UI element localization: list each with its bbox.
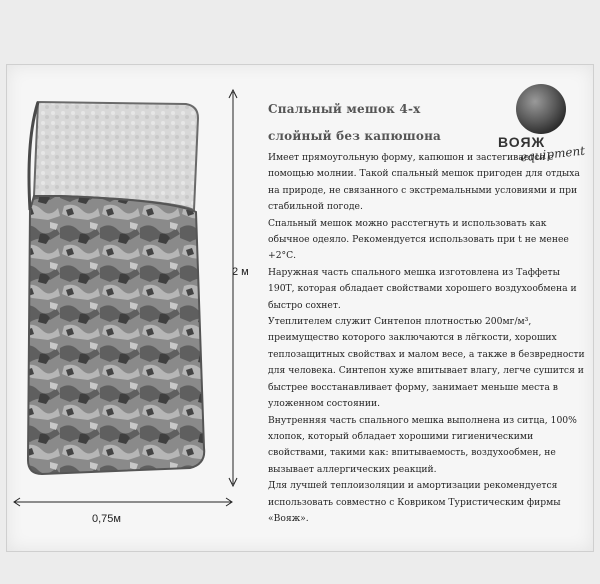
description-paragraph: Имеет прямоугольную форму, капюшон и застегивается с помощью молнии. Такой спальный мешок пригоден для отдыха на природе, не связанного с экстремальными условиями и при стабильной погоде. bbox=[268, 152, 580, 213]
globe-icon bbox=[516, 84, 566, 134]
product-title bbox=[268, 96, 488, 150]
title-line-1: Спальный мешок 4-х bbox=[268, 102, 421, 116]
description-paragraph: Утеплителем служит Синтепон плотностью 200мг/м³, преимущество которого заключаются в лёгкости, хороших теплозащитных свойствах и малом весе, а также в безвредности для человека. Синтепон хуже впитывает влагу, легче сушится и быстрее восстанавливает форму, занимает меньше места в уложенном состоянии. bbox=[268, 316, 585, 410]
sleeping-bag-image bbox=[20, 100, 220, 480]
width-dimension-arrow bbox=[12, 496, 234, 508]
logo-sub: equipment bbox=[519, 143, 586, 165]
description-paragraph: Наружная часть спального мешка изготовлена из Таффеты 190Т, которая обладает свойствами хорошего воздухообмена и быстро сохнет. bbox=[268, 266, 577, 311]
description-paragraph: Для лучшей теплоизоляции и амортизации рекомендуется использовать совместно с Ковриком Туристическим фирмы «Вояж». bbox=[268, 480, 561, 524]
title-line-2: слойный без капюшона bbox=[268, 129, 442, 143]
logo-word: ВОЯЖ bbox=[498, 134, 546, 150]
product-description bbox=[268, 150, 586, 524]
height-dimension-arrow bbox=[226, 88, 240, 488]
height-label: 2 м bbox=[232, 266, 249, 278]
description-paragraph: Внутренняя часть спального мешка выполнена из ситца, 100% хлопок, который обладает хорошими гигиеническими свойствами, такими как: впитываемость, воздухообмен, не вызывает аллергических реакций. bbox=[268, 414, 577, 475]
width-label: 0,75м bbox=[92, 513, 121, 525]
description-paragraph: Спальный мешок можно расстегнуть и использовать как обычное одеяло. Рекомендуется использовать при t не менее +2°С. bbox=[268, 217, 569, 262]
